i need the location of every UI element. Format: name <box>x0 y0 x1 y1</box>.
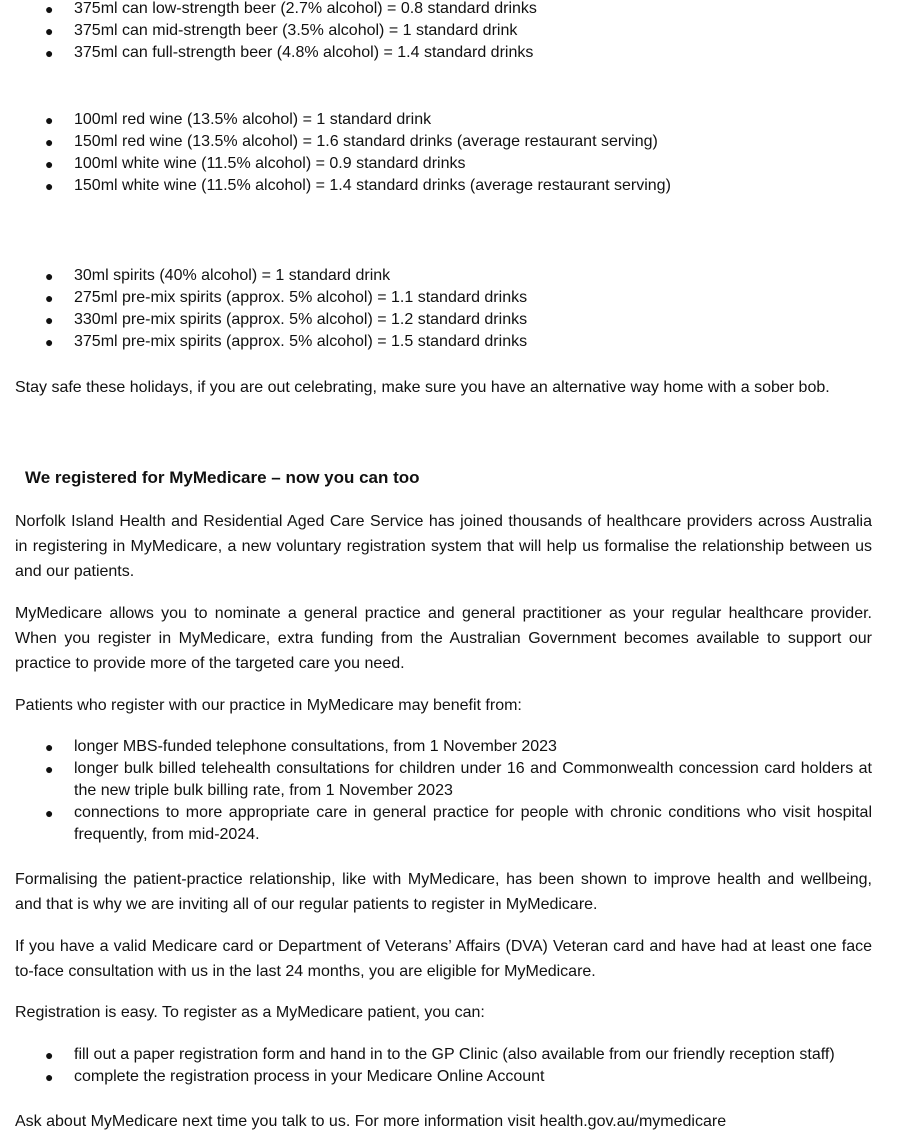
safety-note: Stay safe these holidays, if you are out celebrating, make sure you have an alternative way home with a sober bob. <box>15 379 830 396</box>
benefits-intro: Patients who register with our practice in MyMedicare may benefit from: <box>15 697 522 714</box>
bullet-icon: ● <box>45 112 54 128</box>
beer-item: 375ml can mid-strength beer (3.5% alcohol) = 1 standard drink <box>74 22 518 39</box>
section-heading: We registered for MyMedicare – now you can too <box>25 468 420 487</box>
bullet-icon: ● <box>45 134 54 150</box>
registration-option: complete the registration process in your Medicare Online Account <box>74 1068 545 1085</box>
bullet-icon: ● <box>45 805 54 821</box>
spirits-item: 30ml spirits (40% alcohol) = 1 standard drink <box>74 267 391 284</box>
spirits-item: 330ml pre-mix spirits (approx. 5% alcohol) = 1.2 standard drinks <box>74 311 528 328</box>
beer-item: 375ml can low-strength beer (2.7% alcohol) = 0.8 standard drinks <box>74 0 537 17</box>
closing-line: Ask about MyMedicare next time you talk to us. For more information visit health.gov.au/mymedicare <box>15 1113 727 1130</box>
wine-item: 150ml white wine (11.5% alcohol) = 1.4 standard drinks (average restaurant serving) <box>74 177 671 194</box>
spirits-item: 375ml pre-mix spirits (approx. 5% alcohol) = 1.5 standard drinks <box>74 333 528 350</box>
bullet-icon: ● <box>45 761 54 777</box>
benefit-item: connections to more appropriate care in general practice for people with chronic conditions who visit hospital frequently, from mid-2024. <box>74 804 872 843</box>
bullet-icon: ● <box>45 268 54 284</box>
about-paragraph: MyMedicare allows you to nominate a general practice and general practitioner as your regular healthcare provider. When you register in MyMedicare, extra funding from the Australian Government becomes available to support our practice to provide more of the targeted care you need. <box>15 605 872 672</box>
eligibility-paragraph: If you have a valid Medicare card or Department of Veterans’ Affairs (DVA) Veteran card and have had at least one face to-face consultation with us in the last 24 months, you are eligible for MyMedicare. <box>15 938 872 980</box>
bullet-icon: ● <box>45 739 54 755</box>
wine-item: 100ml red wine (13.5% alcohol) = 1 standard drink <box>74 111 432 128</box>
benefit-item: longer MBS-funded telephone consultations, from 1 November 2023 <box>74 738 557 755</box>
registration-option: fill out a paper registration form and hand in to the GP Clinic (also available from our friendly reception staff) <box>74 1046 835 1063</box>
wine-item: 100ml white wine (11.5% alcohol) = 0.9 standard drinks <box>74 155 466 172</box>
bullet-icon: ● <box>45 1 54 17</box>
bullet-icon: ● <box>45 334 54 350</box>
formalising-paragraph: Formalising the patient-practice relationship, like with MyMedicare, has been shown to improve health and wellbeing, and that is why we are inviting all of our regular patients to register in MyMedicare. <box>15 871 872 913</box>
spirits-item: 275ml pre-mix spirits (approx. 5% alcohol) = 1.1 standard drinks <box>74 289 528 306</box>
benefit-item: longer bulk billed telehealth consultations for children under 16 and Commonwealth concession card holders at the new triple bulk billing rate, from 1 November 2023 <box>74 760 872 799</box>
bullet-icon: ● <box>45 290 54 306</box>
bullet-icon: ● <box>45 1047 54 1063</box>
intro-paragraph: Norfolk Island Health and Residential Aged Care Service has joined thousands of healthcare providers across Australia in registering in MyMedicare, a new voluntary registration system that will help us formalise the relationship between us and our patients. <box>15 513 872 580</box>
bullet-icon: ● <box>45 45 54 61</box>
bullet-icon: ● <box>45 1069 54 1085</box>
beer-item: 375ml can full-strength beer (4.8% alcohol) = 1.4 standard drinks <box>74 44 534 61</box>
registration-intro: Registration is easy. To register as a MyMedicare patient, you can: <box>15 1004 485 1021</box>
bullet-icon: ● <box>45 156 54 172</box>
bullet-icon: ● <box>45 23 54 39</box>
bullet-icon: ● <box>45 178 54 194</box>
bullet-icon: ● <box>45 312 54 328</box>
wine-item: 150ml red wine (13.5% alcohol) = 1.6 standard drinks (average restaurant serving) <box>74 133 658 150</box>
